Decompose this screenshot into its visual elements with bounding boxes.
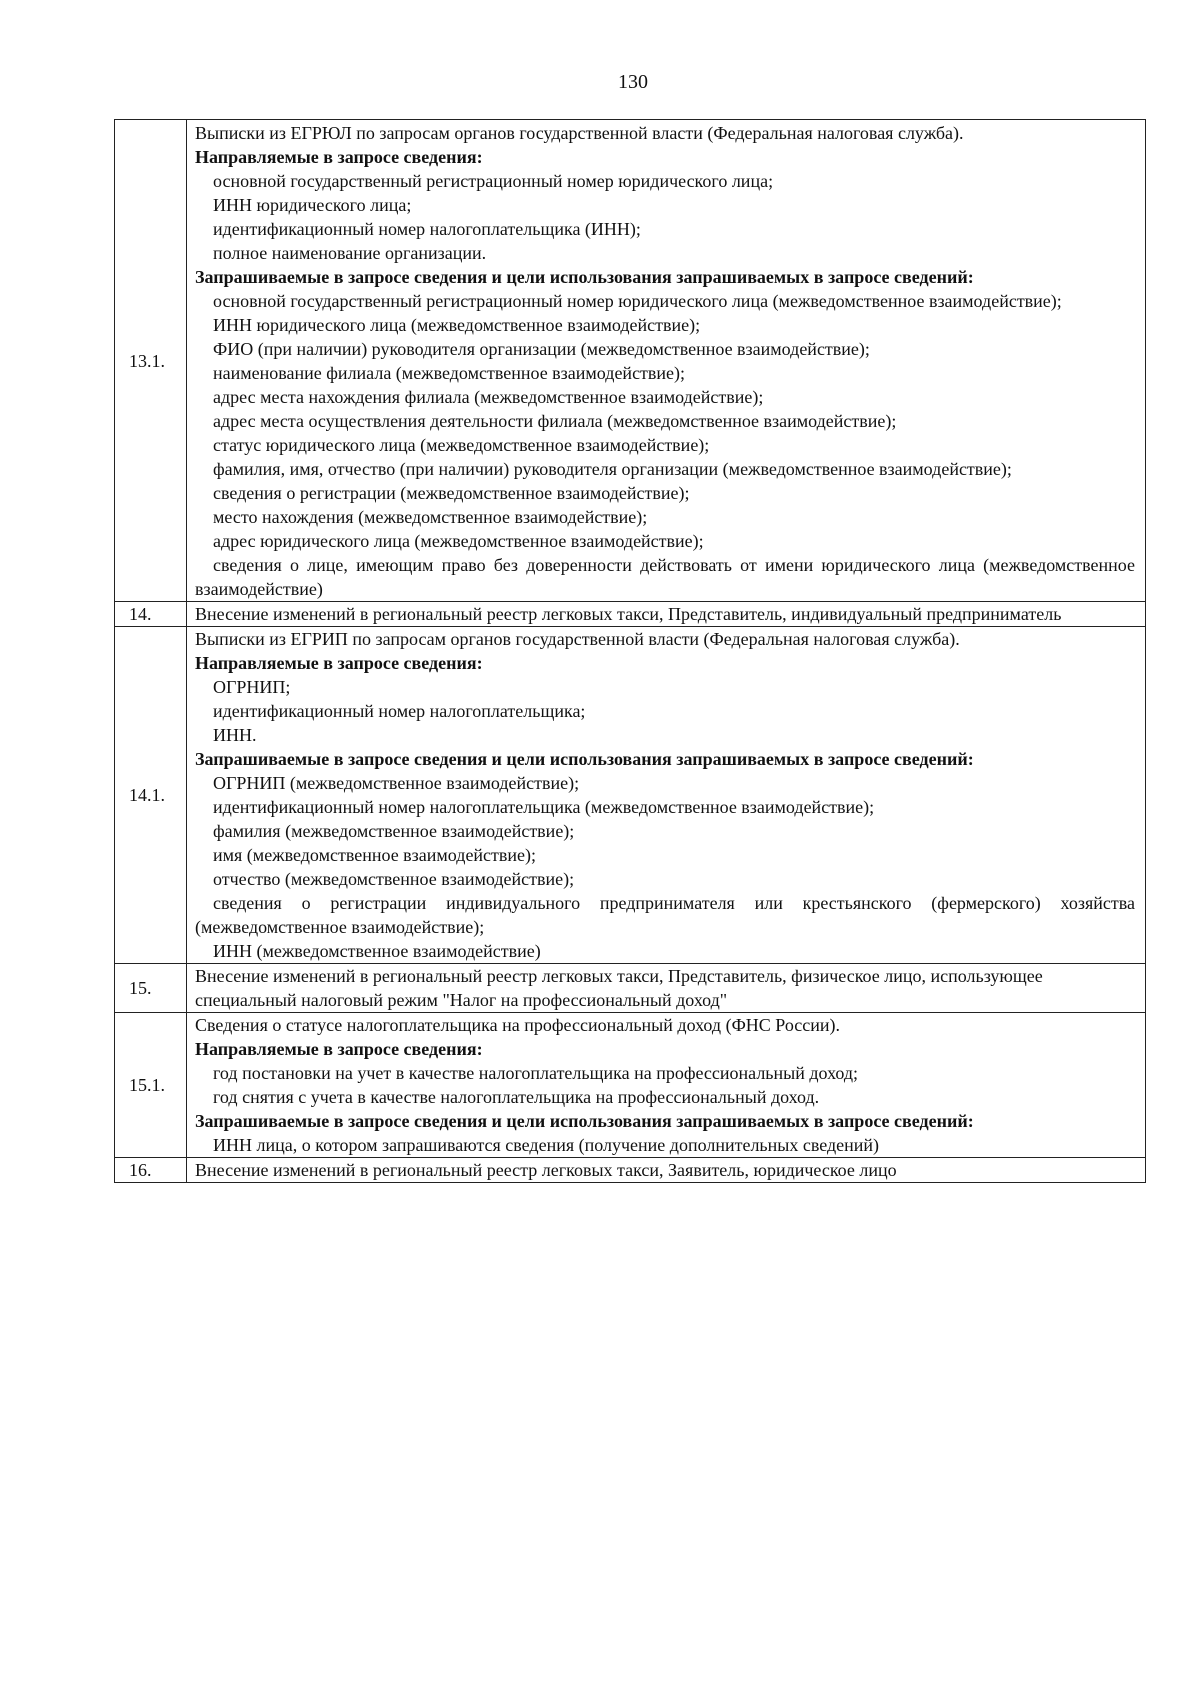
content-line: адрес юридического лица (межведомственное взаимодействие); <box>213 531 704 551</box>
content-line: идентификационный номер налогоплательщика; <box>213 701 586 721</box>
content-line: полное наименование организации. <box>213 243 487 263</box>
content-line: фамилия, имя, отчество (при наличии) руководителя организации (межведомственное взаимодействие); <box>213 459 1012 479</box>
content-line: ИНН. <box>213 725 257 745</box>
content-line: ИНН (межведомственное взаимодействие) <box>213 941 541 961</box>
content-line: ИНН юридического лица; <box>213 195 412 215</box>
content-line: год постановки на учет в качестве налогоплательщика на профессиональный доход; <box>213 1063 859 1083</box>
table-row <box>115 602 1146 627</box>
content-line: ФИО (при наличии) руководителя организации (межведомственное взаимодействие); <box>213 339 870 359</box>
content-line: отчество (межведомственное взаимодействие); <box>213 869 575 889</box>
content-line: имя (межведомственное взаимодействие); <box>213 845 537 865</box>
content-line: ИНН лица, о котором запрашиваются сведения (получение дополнительных сведений) <box>213 1135 880 1155</box>
row-content <box>187 1013 1146 1158</box>
content-line: Выписки из ЕГРИП по запросам органов государственной власти (Федеральная налоговая служба). <box>195 629 960 649</box>
content-line: фамилия (межведомственное взаимодействие); <box>213 821 575 841</box>
content-line: статус юридического лица (межведомственное взаимодействие); <box>213 435 710 455</box>
table-row <box>115 1158 1146 1183</box>
row-content <box>187 120 1146 602</box>
row-number: 15. <box>115 964 187 1013</box>
services-table-body <box>115 120 1146 1183</box>
content-line: идентификационный номер налогоплательщика (межведомственное взаимодействие); <box>213 797 875 817</box>
row-number: 13.1. <box>115 120 187 602</box>
content-line: год снятия с учета в качестве налогоплательщика на профессиональный доход. <box>213 1087 820 1107</box>
content-line: сведения о лице, имеющим право без доверенности действовать от имени юридического лица (межведомственное взаимодействие) <box>195 555 1135 599</box>
section-heading: Запрашиваемые в запросе сведения и цели использования запрашиваемых в запросе сведений: <box>195 1111 974 1131</box>
content-line: место нахождения (межведомственное взаимодействие); <box>213 507 648 527</box>
content-line: сведения о регистрации индивидуального предпринимателя или крестьянского (фермерского) хозяйства (межведомственное взаимодействие); <box>195 893 1135 937</box>
table-row <box>115 964 1146 1013</box>
content-line: сведения о регистрации (межведомственное взаимодействие); <box>213 483 690 503</box>
row-number: 15.1. <box>115 1013 187 1158</box>
section-heading: Запрашиваемые в запросе сведения и цели использования запрашиваемых в запросе сведений: <box>195 267 974 287</box>
row-content <box>187 1158 1146 1183</box>
content-line: основной государственный регистрационный номер юридического лица (межведомственное взаимодействие); <box>213 291 1062 311</box>
row-content <box>187 602 1146 627</box>
content-line: идентификационный номер налогоплательщика (ИНН); <box>213 219 641 239</box>
page-number: 130 <box>618 71 648 93</box>
row-number: 14.1. <box>115 627 187 964</box>
content-line: ОГРНИП; <box>213 677 291 697</box>
table-row <box>115 627 1146 964</box>
content-line: Внесение изменений в региональный реестр легковых такси, Заявитель, юридическое лицо <box>195 1160 897 1180</box>
content-line: ОГРНИП (межведомственное взаимодействие); <box>213 773 580 793</box>
content-line: Сведения о статусе налогоплательщика на профессиональный доход (ФНС России). <box>195 1015 841 1035</box>
content-line: Внесение изменений в региональный реестр легковых такси, Представитель, индивидуальный предприниматель <box>195 604 1062 624</box>
content-line: наименование филиала (межведомственное взаимодействие); <box>213 363 686 383</box>
table-row <box>115 120 1146 602</box>
section-heading: Направляемые в запросе сведения: <box>195 653 483 673</box>
row-content <box>187 627 1146 964</box>
content-line: Выписки из ЕГРЮЛ по запросам органов государственной власти (Федеральная налоговая служба). <box>195 123 964 143</box>
content-line: основной государственный регистрационный номер юридического лица; <box>213 171 774 191</box>
content-line: Внесение изменений в региональный реестр легковых такси, Представитель, физическое лицо, использующее специальный налоговый режим "Налог на профессиональный доход" <box>195 966 1043 1010</box>
content-line: адрес места нахождения филиала (межведомственное взаимодействие); <box>213 387 764 407</box>
row-content <box>187 964 1146 1013</box>
table-row <box>115 1013 1146 1158</box>
section-heading: Запрашиваемые в запросе сведения и цели использования запрашиваемых в запросе сведений: <box>195 749 974 769</box>
section-heading: Направляемые в запросе сведения: <box>195 1039 483 1059</box>
content-line: адрес места осуществления деятельности филиала (межведомственное взаимодействие); <box>213 411 897 431</box>
row-number: 14. <box>115 602 187 627</box>
section-heading: Направляемые в запросе сведения: <box>195 147 483 167</box>
services-table <box>114 119 1146 1183</box>
content-line: ИНН юридического лица (межведомственное взаимодействие); <box>213 315 701 335</box>
row-number: 16. <box>115 1158 187 1183</box>
